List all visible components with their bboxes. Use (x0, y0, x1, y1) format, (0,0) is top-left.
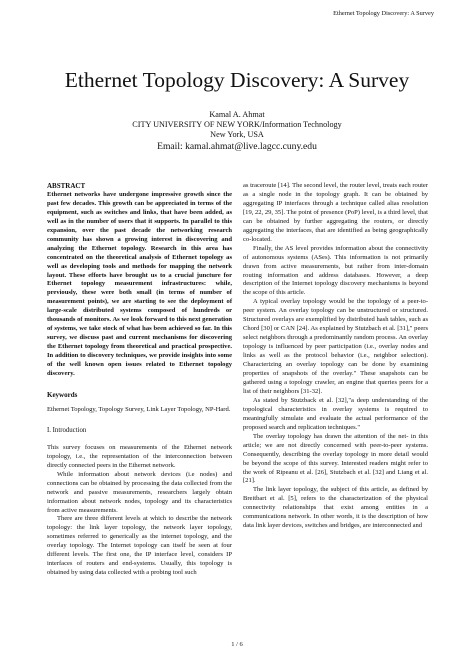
running-head: Ethernet Topology Discovery: A Survey (333, 10, 434, 17)
right-paragraph-4: As stated by Stutzback et al. [32],"a deep understanding of the topological characteristics in overlay systems is required to meaningfully simulate and evaluate the actual performance of the proposed search and replication techniques." (243, 396, 428, 431)
abstract-text: Ethernet networks have undergone impressive growth since the past few decades. This growth can be appreciated in terms of the equipment, such as switches and links, that have been added, as well as in the number of users that it supports. In parallel to this expansion, over the past decade the networking research community has shown a growing interest in discovering and analyzing the Ethernet topology. Research in this area has concentrated on the theoretical analysis of Ethernet topology as well as developing tools and methods for mapping the network layout. These efforts have brought us to a crucial juncture for Ethernet topology measurement infrastructures: while, previously, these were both small (in terms of number of measurement points), we are starting to see the deployment of large-scale distributed systems composed of hundreds or thousands of monitors. As we look forward to this next generation of systems, we take stock of what has been achieved so far. In this survey, we discuss past and current mechanisms for discovering the Ethernet topology from theoretical and practical prospective. In addition to discovery techniques, we provide insights into some of the well known open issues related to Ethernet topology discovery. (47, 190, 232, 378)
right-paragraph-3: A typical overlay topology would be the topology of a peer-to-peer system. An overlay topology can be unstructured or structured. Structured overlays are exemplified by distributed hash tables, such as Chord [30] or CAN [24]. As explained by Stutzbach et al. [31]," peers select neighbors through a predominantly random process. An overlay topology is influenced by peer participation (i.e., overlay nodes and links as well as the protocol behavior (i.e., neighbor selection). Characterizing an overlay topology can be done by examining properties of snapshots of the overlay." These snapshots can be gathered using a topology crawler, an engine that queries peers for a list of their neighbors [31-32]. (243, 298, 428, 395)
paper-title: Ethernet Topology Discovery: A Survey (64, 68, 410, 92)
author-affiliation: CITY UNIVERSITY OF NEW YORK/Information Technology (132, 120, 342, 130)
right-paragraph-5: The overlay topology has drawn the attention of the net- in this article; we are not directly concerned with peer-to-peer systems. Consequently, describing the overlay topology in more detail would be beyond the scope of this survey. Interested readers might refer to the work of Ripeanu et al. [26], Stutzbach et al. [32] and Liang et al. [21]. (243, 432, 428, 485)
intro-paragraph-3: There are three different levels at which to describe the network topology: the link layer topology, the network layer topology, sometimes referred to generically as the internet topology, and the overlay topology. The Internet topology can itself be seen at four different levels. The first one, the IP interface level, considers IP interfaces of routers and end-systems. Usually, this topology is obtained by using data collected with a probing tool such (47, 515, 232, 577)
right-paragraph-6: The link layer topology, the subject of this article, as defined by Breitbart et al. [5], refers to the characterization of the physical connectivity relationships that exist among entities in a communications network. In other words, it is the description of how data link layer devices, switches and bridges, are interconnected and (243, 486, 428, 530)
keywords-heading: Keywords (47, 390, 78, 399)
page-number: 1 / 6 (231, 641, 243, 648)
author-email[interactable]: Email: kamal.ahmat@live.lagcc.cuny.edu (157, 141, 317, 152)
intro-paragraph-1: This survey focuses on measurements of the Ethernet network topology, i.e., the representation of the interconnection between directly connected peers in the Ethernet network. (47, 443, 232, 469)
introduction-heading: I. Introduction (47, 426, 87, 434)
right-column (243, 182, 428, 531)
author-block (0, 110, 474, 141)
right-paragraph-2: Finally, the AS level provides information about the connectivity of autonomous systems (ASes). This information is not primarily drawn from active measurements, but rather from inter-domain routing information and address databases. However, a deep description of the Internet topology discovery mechanisms is beyond the scope of this article. (243, 244, 428, 297)
intro-paragraph-2: While information about network devices (i.e nodes) and connections can be obtained by processing the data collected from the network and passive measurements, researchers largely obtain information about network nodes, topology and its characteristics from active measurements. (47, 470, 232, 514)
author-location: New York, USA (210, 130, 264, 140)
keywords-text: Ethernet Topology, Topology Survey, Link Layer Topology, NP-Hard. (47, 405, 231, 413)
abstract-heading: ABSTRACT (47, 182, 86, 190)
right-paragraph-1: as traceroute [14]. The second level, the router level, treats each router as a single node in the topology graph. It can be obtained by aggregating IP interfaces through a technique called alias resolution [19, 22, 29, 35]. The point of presence (PoP) level, is a third level, that can be obtained by further aggregating the routers, or directly aggregating the interfaces, that are identified as being geographically co-located. (243, 182, 428, 243)
left-column (47, 182, 232, 578)
author-name: Kamal A. Ahmat (209, 110, 265, 119)
